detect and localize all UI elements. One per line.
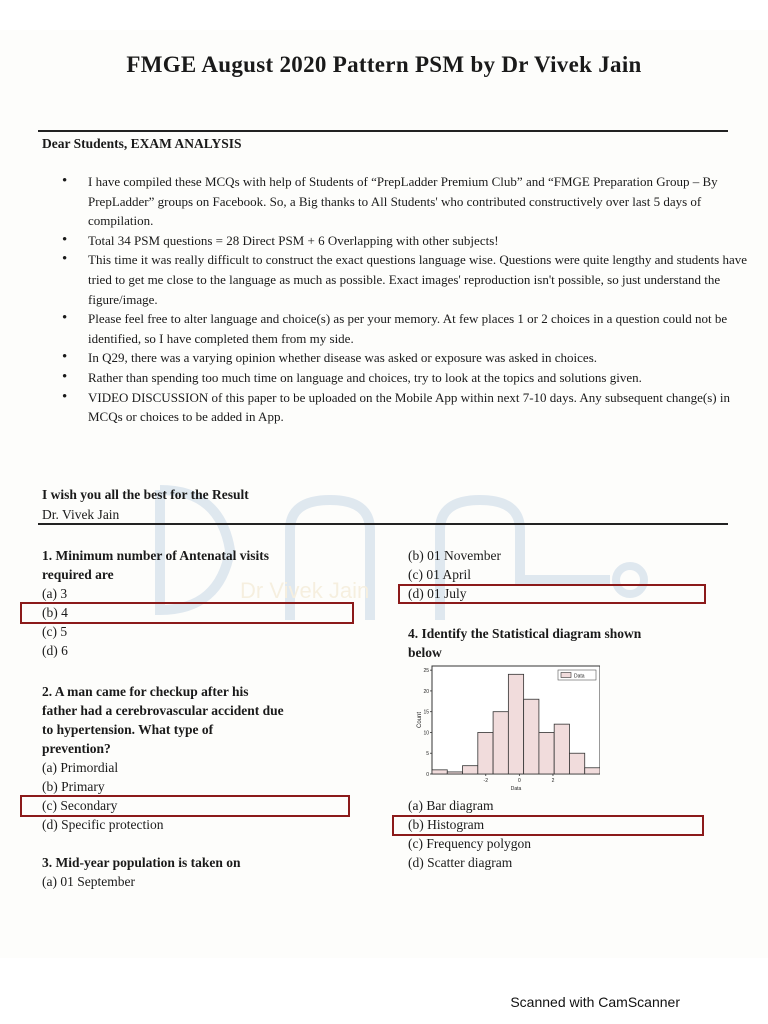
histogram-bar — [478, 732, 493, 774]
histogram-bar — [493, 712, 508, 774]
question-1-stem: 1. Minimum number of Antenatal visits — [42, 548, 270, 563]
instructions-list — [56, 172, 760, 427]
question-4-option-c: (c) Frequency polygon — [408, 836, 531, 851]
document-title: FMGE August 2020 Pattern PSM by Dr Vivek Jain — [126, 52, 642, 77]
histogram-bar — [447, 772, 462, 774]
instruction-item: • VIDEO DISCUSSION of this paper to be uploaded on the Mobile App within next 7-10 days. Any subsequent change(s) in MCQs or choices to be added in App. — [88, 388, 760, 427]
instruction-item: • Rather than spending too much time on language and choices, try to look at the topics and solutions given. — [88, 368, 760, 388]
instruction-item: • I have compiled these MCQs with help of Students of “PrepLadder Premium Club” and “FMGE Preparation Group – By PrepLadder” groups on Facebook. So, a Big thanks to All Students' who contributed constructively over last 5 days of compilation. — [88, 172, 760, 231]
y-tick-label: 10 — [423, 730, 429, 737]
question-3-option-b: (b) 01 November — [408, 548, 501, 563]
question-2-option-d: (d) Specific protection — [42, 817, 164, 832]
question-2-option-b: (b) Primary — [42, 779, 105, 794]
histogram-bar — [508, 674, 523, 774]
x-axis-label: Data — [510, 786, 522, 792]
histogram-figure — [416, 662, 600, 794]
histogram-bar — [463, 766, 478, 774]
histogram-bar — [569, 753, 584, 774]
question-4-stem: below — [408, 645, 442, 660]
signature: Dr. Vivek Jain — [42, 507, 120, 522]
question-2-stem: to hypertension. What type of — [42, 722, 214, 737]
x-tick-label: 2 — [551, 778, 555, 784]
question-1-option-c: (c) 5 — [42, 624, 68, 639]
instruction-item: • In Q29, there was a varying opinion whether disease was asked or exposure was asked in choices. — [88, 348, 760, 368]
question-1-stem: required are — [42, 567, 114, 582]
title-underline — [38, 130, 728, 132]
salutation: Dear Students, EXAM ANALYSIS — [42, 136, 242, 151]
instruction-item: • Please feel free to alter language and choice(s) as per your memory. At few places 1 or 2 choices in a question could not be identified, so I have completed them from my side. — [88, 309, 760, 348]
histogram-bar — [585, 768, 600, 774]
histogram-bar — [524, 699, 539, 774]
question-4-option-b: (b) Histogram — [408, 817, 485, 832]
question-3-stem: 3. Mid-year population is taken on — [42, 855, 241, 870]
question-3 — [42, 853, 382, 891]
question-4-option-d: (d) Scatter diagram — [408, 855, 513, 870]
legend-label: Data — [574, 673, 585, 680]
y-axis-label: Count — [417, 711, 423, 729]
question-3-option-d: (d) 01 July — [408, 586, 467, 601]
legend-swatch — [561, 673, 571, 678]
x-tick-label: -2 — [483, 778, 488, 784]
instruction-item: • This time it was really difficult to construct the exact questions language wise. Questions were quite lengthy and students have tried to get me close to the language as much as possible. Exact images' reproduction isn't possible, so just understand the figure/image. — [88, 250, 760, 309]
question-2-option-a: (a) Primordial — [42, 760, 119, 775]
histogram-bar — [554, 724, 569, 774]
question-3-option-a: (a) 01 September — [42, 874, 135, 889]
question-4-stem: 4. Identify the Statistical diagram shown — [408, 626, 642, 641]
y-tick-label: 5 — [426, 751, 429, 758]
x-tick-label: 0 — [517, 778, 521, 784]
histogram-bar — [539, 732, 554, 774]
scanner-footer: Scanned with CamScanner — [510, 994, 680, 1010]
closing-line: I wish you all the best for the Result — [42, 487, 249, 502]
question-2-stem: 2. A man came for checkup after his — [42, 684, 249, 699]
instruction-item: • Total 34 PSM questions = 28 Direct PSM + 6 Overlapping with other subjects! — [88, 231, 760, 251]
y-tick-label: 0 — [426, 772, 429, 778]
question-4 — [408, 624, 728, 662]
question-2-option-c: (c) Secondary — [42, 798, 118, 813]
answer-highlight-q3 — [398, 584, 706, 604]
y-tick-label: 20 — [423, 688, 429, 695]
question-1-option-a: (a) 3 — [42, 586, 68, 601]
y-tick-label: 15 — [423, 709, 429, 716]
histogram-bar — [432, 770, 447, 774]
question-2-stem: prevention? — [42, 741, 111, 756]
section-divider — [38, 523, 728, 525]
question-1-option-d: (d) 6 — [42, 643, 68, 658]
answer-highlight-q2 — [20, 795, 350, 817]
answer-highlight-q4 — [392, 815, 704, 836]
question-3-option-c: (c) 01 April — [408, 567, 471, 582]
y-tick-label: 25 — [423, 668, 429, 675]
question-1-option-b: (b) 4 — [42, 605, 68, 620]
answer-highlight-q1 — [20, 602, 354, 624]
question-2-stem: father had a cerebrovascular accident due — [42, 703, 284, 718]
question-4-option-a: (a) Bar diagram — [408, 798, 494, 813]
